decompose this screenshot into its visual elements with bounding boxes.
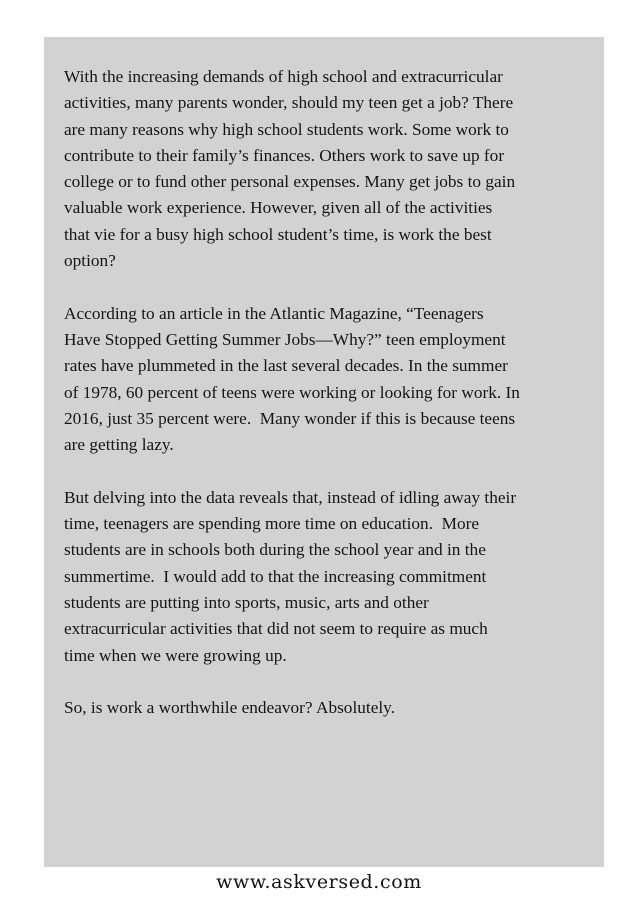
paragraph-atlantic-article: According to an article in the Atlantic Magazine, “Teenagers Have Stopped Getting Summer Jobs—Why?” teen employment rates have plummeted in the last several decades. In the summer of 1978, 60 percent of teens were working or looking for work. In 2016, just 35 percent were. Many wonder if this is because teens are getting lazy.: [64, 303, 520, 455]
text-panel: [44, 37, 604, 867]
paragraph-conclusion: So, is work a worthwhile endeavor? Absolutely.: [64, 698, 396, 718]
paragraph-intro: With the increasing demands of high school and extracurricular activities, many parents wonder, should my teen get a job? There are many reasons why high school students work. Some work to contribute to their family’s finances. Others work to save up for college or to fund other personal expenses. Many get jobs to gain valuable work experience. However, given all of the activities that vie for a busy high school student’s time, is work the best option?: [64, 67, 516, 271]
paragraph-data-reveals: But delving into the data reveals that, instead of idling away their time, teenagers are spending more time on education. More students are in schools both during the school year and in the summertime. I would add to that the increasing commitment students are putting into sports, music, arts and other extracurricular activities that did not seem to require as much time when we were growing up.: [64, 487, 517, 665]
footer-url: www.askversed.com: [216, 871, 422, 893]
